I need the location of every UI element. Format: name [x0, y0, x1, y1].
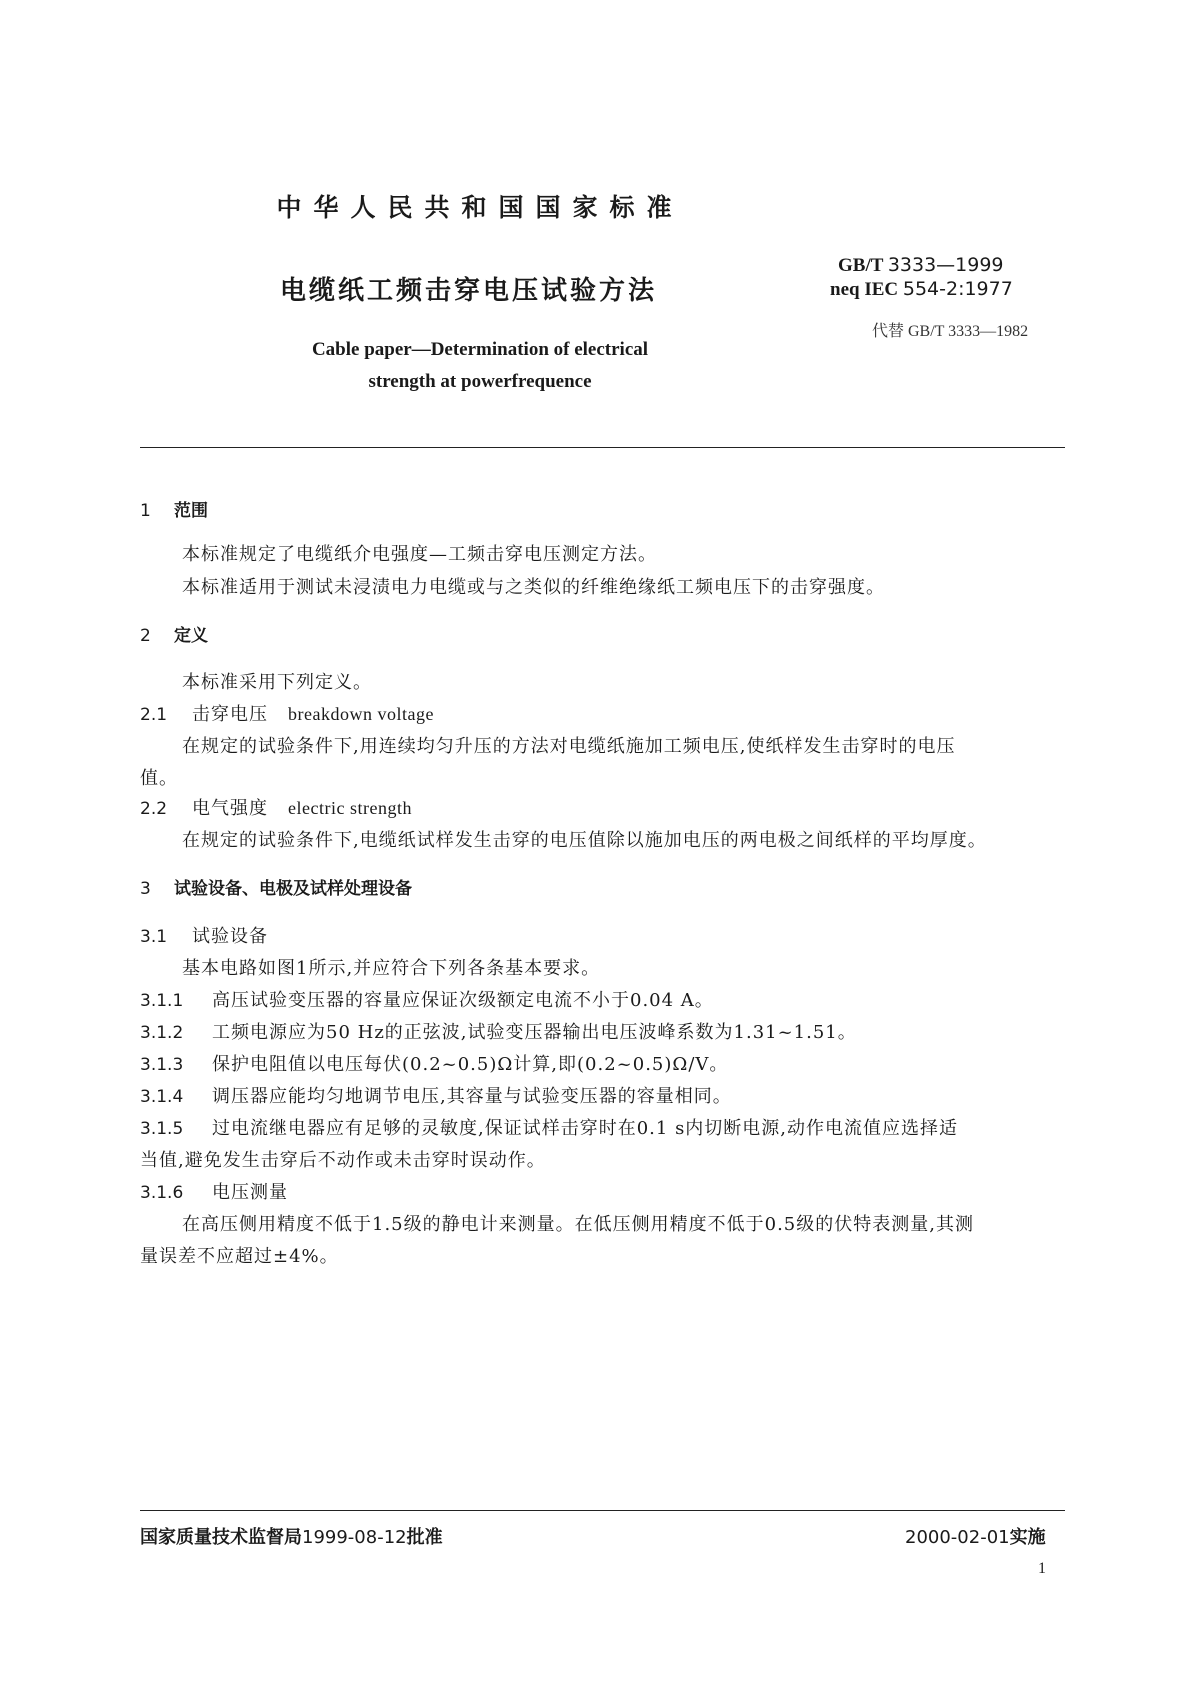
- footer-divider: [140, 1510, 1065, 1511]
- definition-2-2-heading: [140, 794, 412, 820]
- definition-2-1-heading: [140, 700, 434, 726]
- term-zh: 击穿电压: [192, 704, 268, 725]
- page-number: 1: [1038, 1560, 1046, 1577]
- header-divider: [140, 447, 1065, 448]
- implementation-line: [905, 1523, 1046, 1549]
- clause-text: 调压器应能均匀地调节电压,其容量与试验变压器的容量相同。: [212, 1086, 732, 1107]
- clause-number: 3.1.2: [140, 1023, 184, 1043]
- clause-3-1-4: [140, 1082, 732, 1108]
- standard-number: [838, 254, 1004, 277]
- neq-code: 554-2:1977: [902, 278, 1013, 300]
- clause-3-1-6-text-line-2: 量误差不应超过±4%。: [140, 1246, 339, 1267]
- section-number: 2: [140, 626, 151, 646]
- term-en: breakdown voltage: [288, 704, 434, 724]
- clause-3-1-6-text-line-1: 在高压侧用精度不低于1.5级的静电计来测量。在低压侧用精度不低于0.5级的伏特表测量,其测: [182, 1214, 974, 1235]
- standard-code: 3333—1999: [887, 254, 1004, 276]
- section-2-heading: [140, 621, 208, 646]
- implementation-label: 实施: [1009, 1527, 1046, 1548]
- implementation-date: 2000-02-01: [905, 1527, 1010, 1548]
- clause-number: 2.1: [140, 705, 168, 725]
- clause-number: 3.1.3: [140, 1055, 184, 1075]
- document-title-en: [260, 334, 700, 398]
- clause-number: 3.1.6: [140, 1183, 184, 1203]
- clause-number: 3.1.1: [140, 991, 184, 1011]
- clause-3-1-6-heading: [140, 1178, 288, 1204]
- clause-3-1-2: [140, 1018, 857, 1044]
- neq-prefix: neq IEC: [830, 279, 899, 300]
- definition-2-1-text-line-2: 值。: [140, 768, 178, 789]
- equivalence-reference: [830, 278, 1013, 301]
- title-en-line-2: strength at powerfrequence: [368, 371, 592, 392]
- term-en: electric strength: [288, 798, 412, 818]
- section-number: 3: [140, 879, 151, 899]
- clause-3-1-5-text-line-2: 当值,避免发生击穿后不动作或未击穿时误动作。: [140, 1150, 546, 1171]
- section-3-heading: [140, 874, 412, 899]
- replaces-standard: 代替 GB/T 3333—1982: [872, 323, 1029, 340]
- clause-text-line-1: 过电流继电器应有足够的灵敏度,保证试样击穿时在0.1 s内切断电源,动作电流值应选择适: [212, 1118, 959, 1139]
- title-en-line-1: Cable paper—Determination of electrical: [311, 339, 649, 360]
- section-1-paragraph-2: 本标准适用于测试未浸渍电力电缆或与之类似的纤维绝缘纸工频电压下的击穿强度。: [182, 577, 885, 598]
- clause-3-1-3: [140, 1050, 728, 1076]
- approval-date: 1999-08-12: [302, 1527, 407, 1548]
- clause-3-1-heading: [140, 922, 268, 948]
- clause-title: 试验设备: [192, 926, 268, 947]
- approving-authority: 国家质量技术监督局: [140, 1527, 302, 1548]
- clause-text: 保护电阻值以电压每伏(0.2~0.5)Ω计算,即(0.2~0.5)Ω/V。: [212, 1054, 729, 1075]
- national-standard-heading: 中华人民共和国国家标准: [276, 193, 684, 222]
- definition-2-2-text: 在规定的试验条件下,电缆纸试样发生击穿的电压值除以施加电压的两电极之间纸样的平均厚度。: [182, 830, 987, 851]
- section-title: 试验设备、电极及试样处理设备: [174, 879, 412, 899]
- document-title-zh: 电缆纸工频击穿电压试验方法: [280, 276, 658, 306]
- section-2-paragraph: 本标准采用下列定义。: [182, 672, 372, 693]
- clause-number: 3.1.4: [140, 1087, 184, 1107]
- definition-2-1-text-line-1: 在规定的试验条件下,用连续均匀升压的方法对电缆纸施加工频电压,使纸样发生击穿时的电压: [182, 736, 956, 757]
- term-zh: 电气强度: [192, 798, 268, 819]
- section-1-paragraph-1: 本标准规定了电缆纸介电强度—工频击穿电压测定方法。: [182, 544, 657, 565]
- clause-title: 电压测量: [212, 1182, 288, 1203]
- section-title: 范围: [174, 501, 208, 521]
- clause-text: 工频电源应为50 Hz的正弦波,试验变压器输出电压波峰系数为1.31~1.51。: [212, 1022, 857, 1043]
- approval-line: [140, 1523, 443, 1549]
- approval-label: 批准: [406, 1527, 443, 1548]
- clause-text: 高压试验变压器的容量应保证次级额定电流不小于0.04 A。: [212, 990, 714, 1011]
- section-number: 1: [140, 501, 151, 521]
- clause-number: 3.1: [140, 927, 168, 947]
- standard-prefix: GB/T: [838, 255, 884, 276]
- section-title: 定义: [174, 626, 208, 646]
- clause-3-1-text: 基本电路如图1所示,并应符合下列各条基本要求。: [182, 958, 601, 979]
- clause-number: 3.1.5: [140, 1119, 184, 1139]
- section-1-heading: [140, 496, 208, 521]
- clause-number: 2.2: [140, 799, 168, 819]
- clause-3-1-5: [140, 1114, 958, 1140]
- clause-3-1-1: [140, 986, 714, 1012]
